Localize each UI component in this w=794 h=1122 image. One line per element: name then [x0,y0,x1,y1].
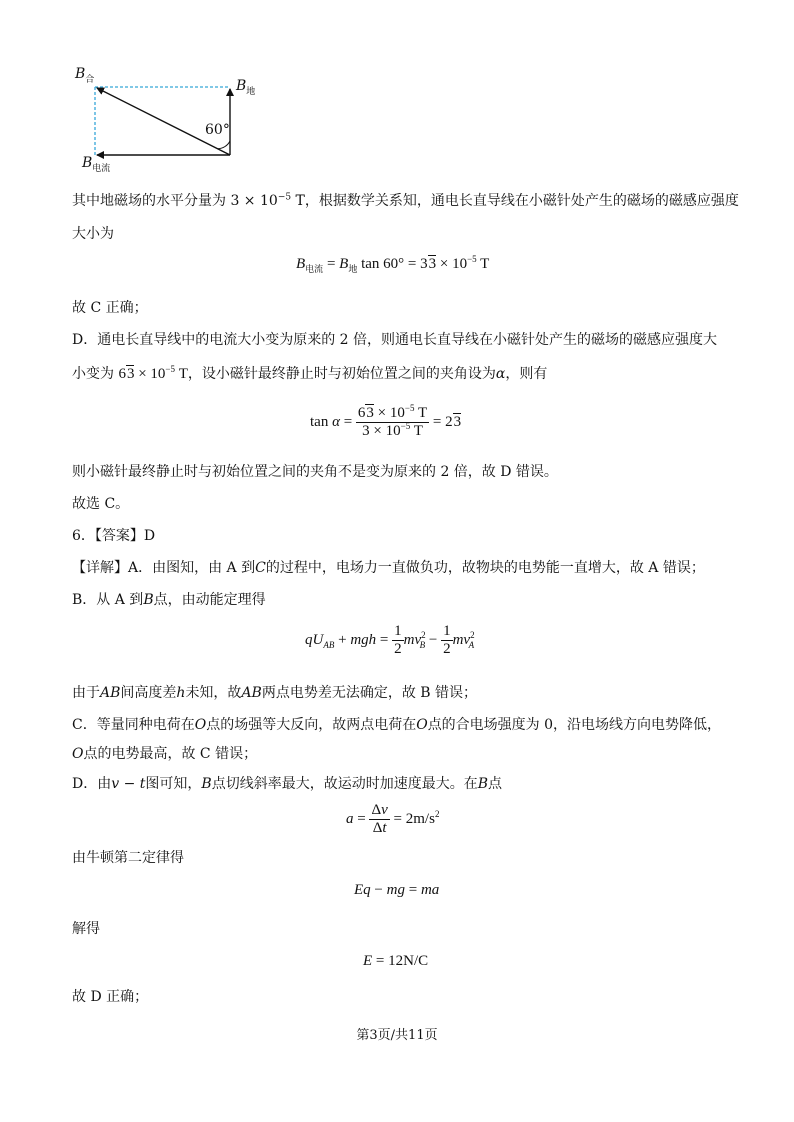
paragraph-horizontal-component: 其中地磁场的水平分量为 $3 \times 10^{-5}$ T，根据数学关系知，通电长直导线在小磁针处产生的磁场的磁感应强度 [72,192,739,209]
text-q6-option-c-line2: O点的电势最高，故 C 错误； [72,746,258,762]
diagram-angle-label: 60° [205,122,230,138]
equation-newton: Eq − mg = ma [354,882,440,898]
paragraph-magnitude-is: 大小为 [72,226,114,242]
equation-b-dianliu: $B_{电流} = B_地$ $\tan 60^\circ = 33 \times 10^{-5}$ T [296,254,490,274]
text-c-correct: 故 C 正确； [72,300,148,316]
page-number: 第3页/共11页 [356,1028,438,1043]
diagram-label-b-di: $B_地$ [236,78,256,97]
diagram-label-b-he: $B_合$ [75,66,95,85]
text-solve: 解得 [72,921,100,937]
text-d-correct: 故 D 正确； [72,989,149,1005]
diagram-label-b-dianliu: $B_{电流}$ [82,155,111,174]
equation-tan-alpha: tan α = $\frac{63 \times 10^{-5} T}{3 \times 10^{-5} T}$ = 23 [310,403,462,439]
equation-field-strength: E = 12N/C [363,953,429,969]
text-q6-option-a: 【详解】A．由图知，由 A 到C的过程中，电场力一直做负功，故物块的电势能一直增大，故 A 错误； [72,560,705,576]
text-q6-answer: 6．【答案】D [72,528,156,544]
text-q6-option-b: B．从 A 到B点，由动能定理得 [72,592,266,608]
text-option-d-line2: 小变为 $63 \times 10^{-5}$ T，设小磁针最终静止时与初始位置之间的夹角设为α，则有 [72,364,548,382]
angle-arc [218,141,231,149]
text-newton-second-law: 由牛顿第二定律得 [72,850,184,866]
inline-field-value: $63 \times 10^{-5}$ T [118,364,188,382]
equation-acceleration: a = $\frac{\Delta v}{\Delta t}$ = $2m/s^2$ [346,802,440,836]
equation-kinetic-energy-theorem: $qU_{AB}$ + mgh = $\frac{1}{2}$ $mv^2_B$ − $\frac{1}{2}$ $mv^2_A$ [305,623,475,657]
text-q6-option-c-line1: C．等量同种电荷在O点的场强等大反向，故两点电荷在O点的合电场强度为 0，沿电场线方向电势降低， [72,717,722,733]
text-q6-option-d: D．由v − t图可知，B点切线斜率最大，故运动时加速度最大。在B点 [72,776,502,792]
text-d-wrong: 则小磁针最终静止时与初始位置之间的夹角不是变为原来的 2 倍，故 D 错误。 [72,464,558,480]
text-choose-c: 故选 C。 [72,496,130,512]
text-option-d-line1: D．通电长直导线中的电流大小变为原来的 2 倍，则通电长直导线在小磁针处产生的磁场的磁感应强度大 [72,332,718,348]
text-q6-b-after: 由于AB间高度差h未知，故AB两点电势差无法确定，故 B 错误； [72,685,478,701]
